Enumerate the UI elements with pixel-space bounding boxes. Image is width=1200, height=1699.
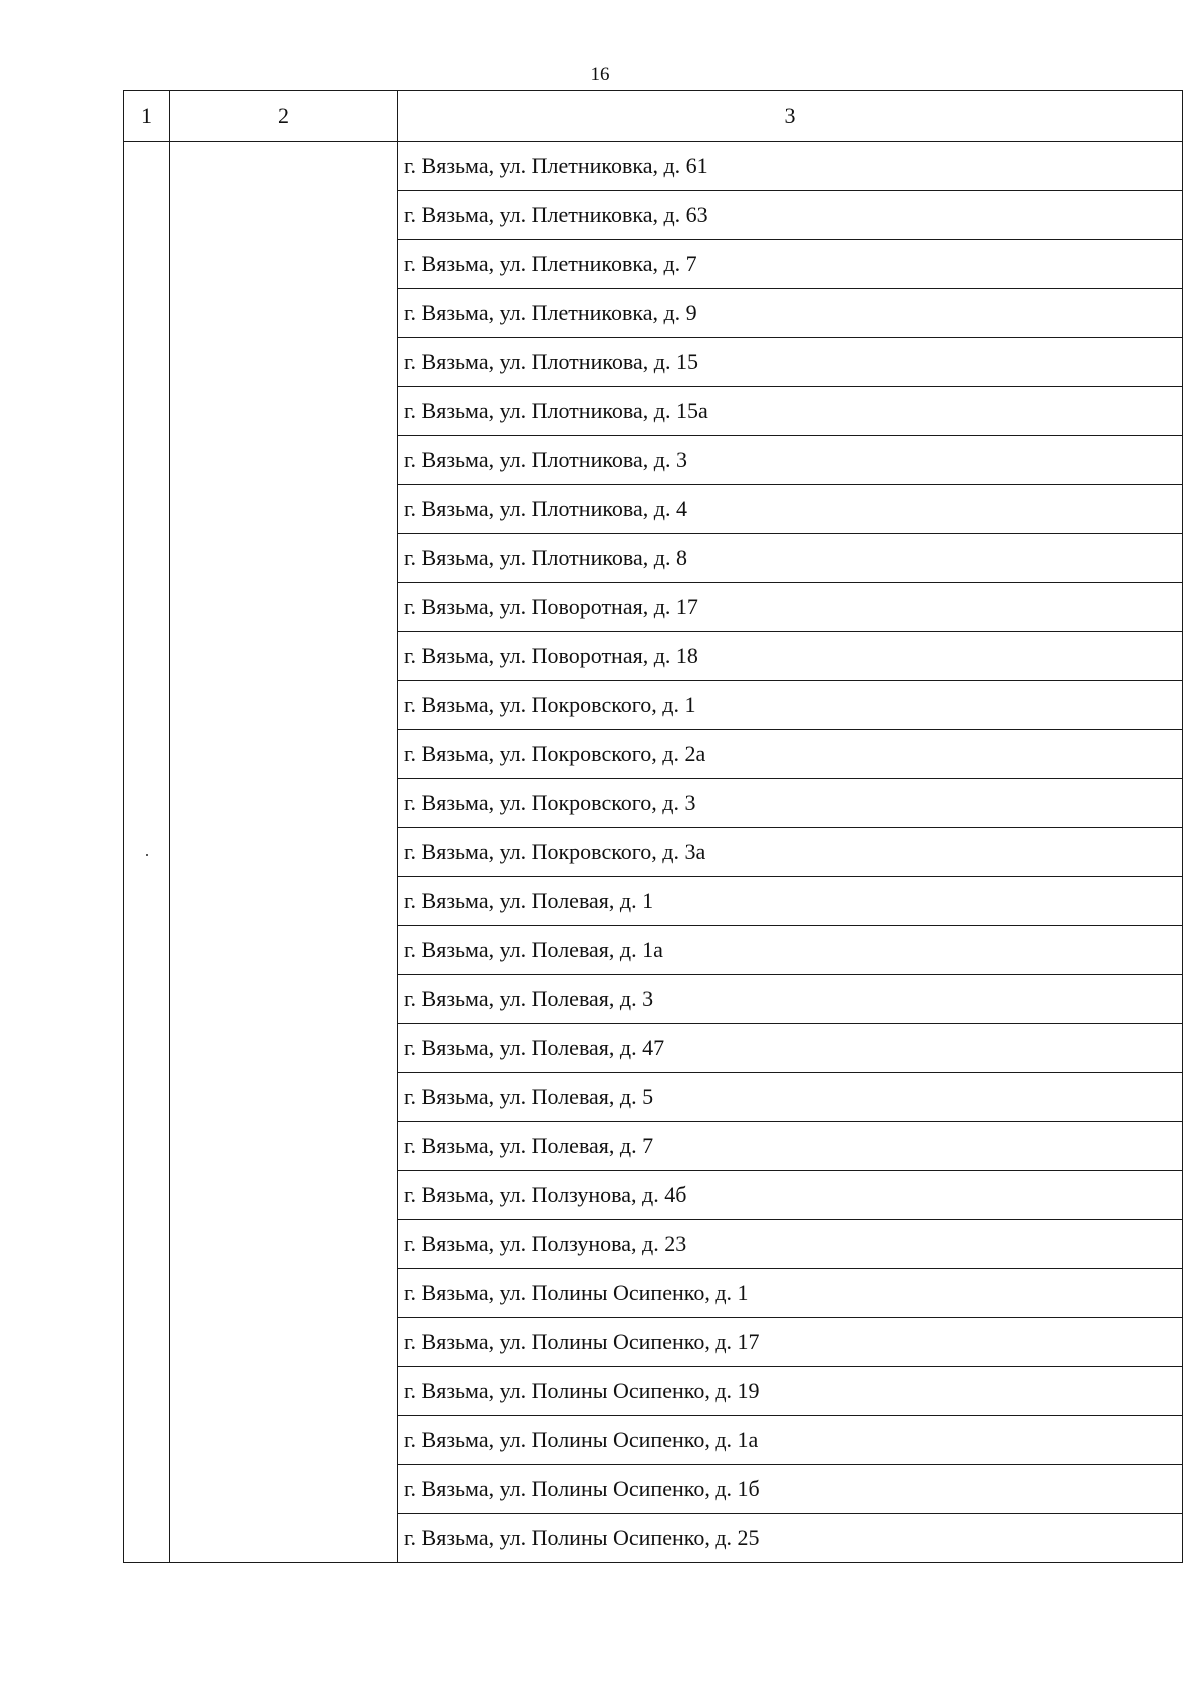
address-cell: г. Вязьма, ул. Полины Осипенко, д. 1а bbox=[398, 1416, 1183, 1465]
address-cell: г. Вязьма, ул. Плетниковка, д. 61 bbox=[398, 142, 1183, 191]
address-cell: г. Вязьма, ул. Полины Осипенко, д. 25 bbox=[398, 1514, 1183, 1563]
table-header-row bbox=[124, 91, 1183, 142]
address-cell: г. Вязьма, ул. Плотникова, д. 15 bbox=[398, 338, 1183, 387]
address-cell: г. Вязьма, ул. Ползунова, д. 4б bbox=[398, 1171, 1183, 1220]
address-cell: г. Вязьма, ул. Плетниковка, д. 63 bbox=[398, 191, 1183, 240]
address-cell: г. Вязьма, ул. Полевая, д. 1а bbox=[398, 926, 1183, 975]
table-row bbox=[124, 142, 1183, 191]
page-number: 16 bbox=[590, 64, 610, 85]
address-cell: г. Вязьма, ул. Покровского, д. 1 bbox=[398, 681, 1183, 730]
address-cell: г. Вязьма, ул. Поворотная, д. 18 bbox=[398, 632, 1183, 681]
column-header-1: 1 bbox=[124, 91, 170, 142]
column-1-merged-cell bbox=[124, 142, 170, 1563]
address-cell: г. Вязьма, ул. Покровского, д. 3 bbox=[398, 779, 1183, 828]
address-cell: г. Вязьма, ул. Плотникова, д. 15а bbox=[398, 387, 1183, 436]
scan-dot-mark bbox=[146, 854, 148, 856]
address-cell: г. Вязьма, ул. Полины Осипенко, д. 17 bbox=[398, 1318, 1183, 1367]
address-cell: г. Вязьма, ул. Ползунова, д. 23 bbox=[398, 1220, 1183, 1269]
column-header-3: 3 bbox=[398, 91, 1183, 142]
address-cell: г. Вязьма, ул. Полевая, д. 3 bbox=[398, 975, 1183, 1024]
table-body bbox=[124, 142, 1183, 1563]
address-cell: г. Вязьма, ул. Покровского, д. 2а bbox=[398, 730, 1183, 779]
column-2-merged-cell bbox=[170, 142, 398, 1563]
address-cell: г. Вязьма, ул. Полевая, д. 5 bbox=[398, 1073, 1183, 1122]
address-cell: г. Вязьма, ул. Покровского, д. 3а bbox=[398, 828, 1183, 877]
address-cell: г. Вязьма, ул. Полевая, д. 7 bbox=[398, 1122, 1183, 1171]
address-cell: г. Вязьма, ул. Полины Осипенко, д. 1б bbox=[398, 1465, 1183, 1514]
address-cell: г. Вязьма, ул. Плетниковка, д. 7 bbox=[398, 240, 1183, 289]
address-cell: г. Вязьма, ул. Плотникова, д. 8 bbox=[398, 534, 1183, 583]
address-cell: г. Вязьма, ул. Плетниковка, д. 9 bbox=[398, 289, 1183, 338]
address-cell: г. Вязьма, ул. Полевая, д. 47 bbox=[398, 1024, 1183, 1073]
address-cell: г. Вязьма, ул. Полевая, д. 1 bbox=[398, 877, 1183, 926]
column-header-2: 2 bbox=[170, 91, 398, 142]
address-cell: г. Вязьма, ул. Плотникова, д. 4 bbox=[398, 485, 1183, 534]
address-table bbox=[123, 90, 1183, 1563]
address-cell: г. Вязьма, ул. Полины Осипенко, д. 19 bbox=[398, 1367, 1183, 1416]
address-cell: г. Вязьма, ул. Полины Осипенко, д. 1 bbox=[398, 1269, 1183, 1318]
address-cell: г. Вязьма, ул. Поворотная, д. 17 bbox=[398, 583, 1183, 632]
address-cell: г. Вязьма, ул. Плотникова, д. 3 bbox=[398, 436, 1183, 485]
